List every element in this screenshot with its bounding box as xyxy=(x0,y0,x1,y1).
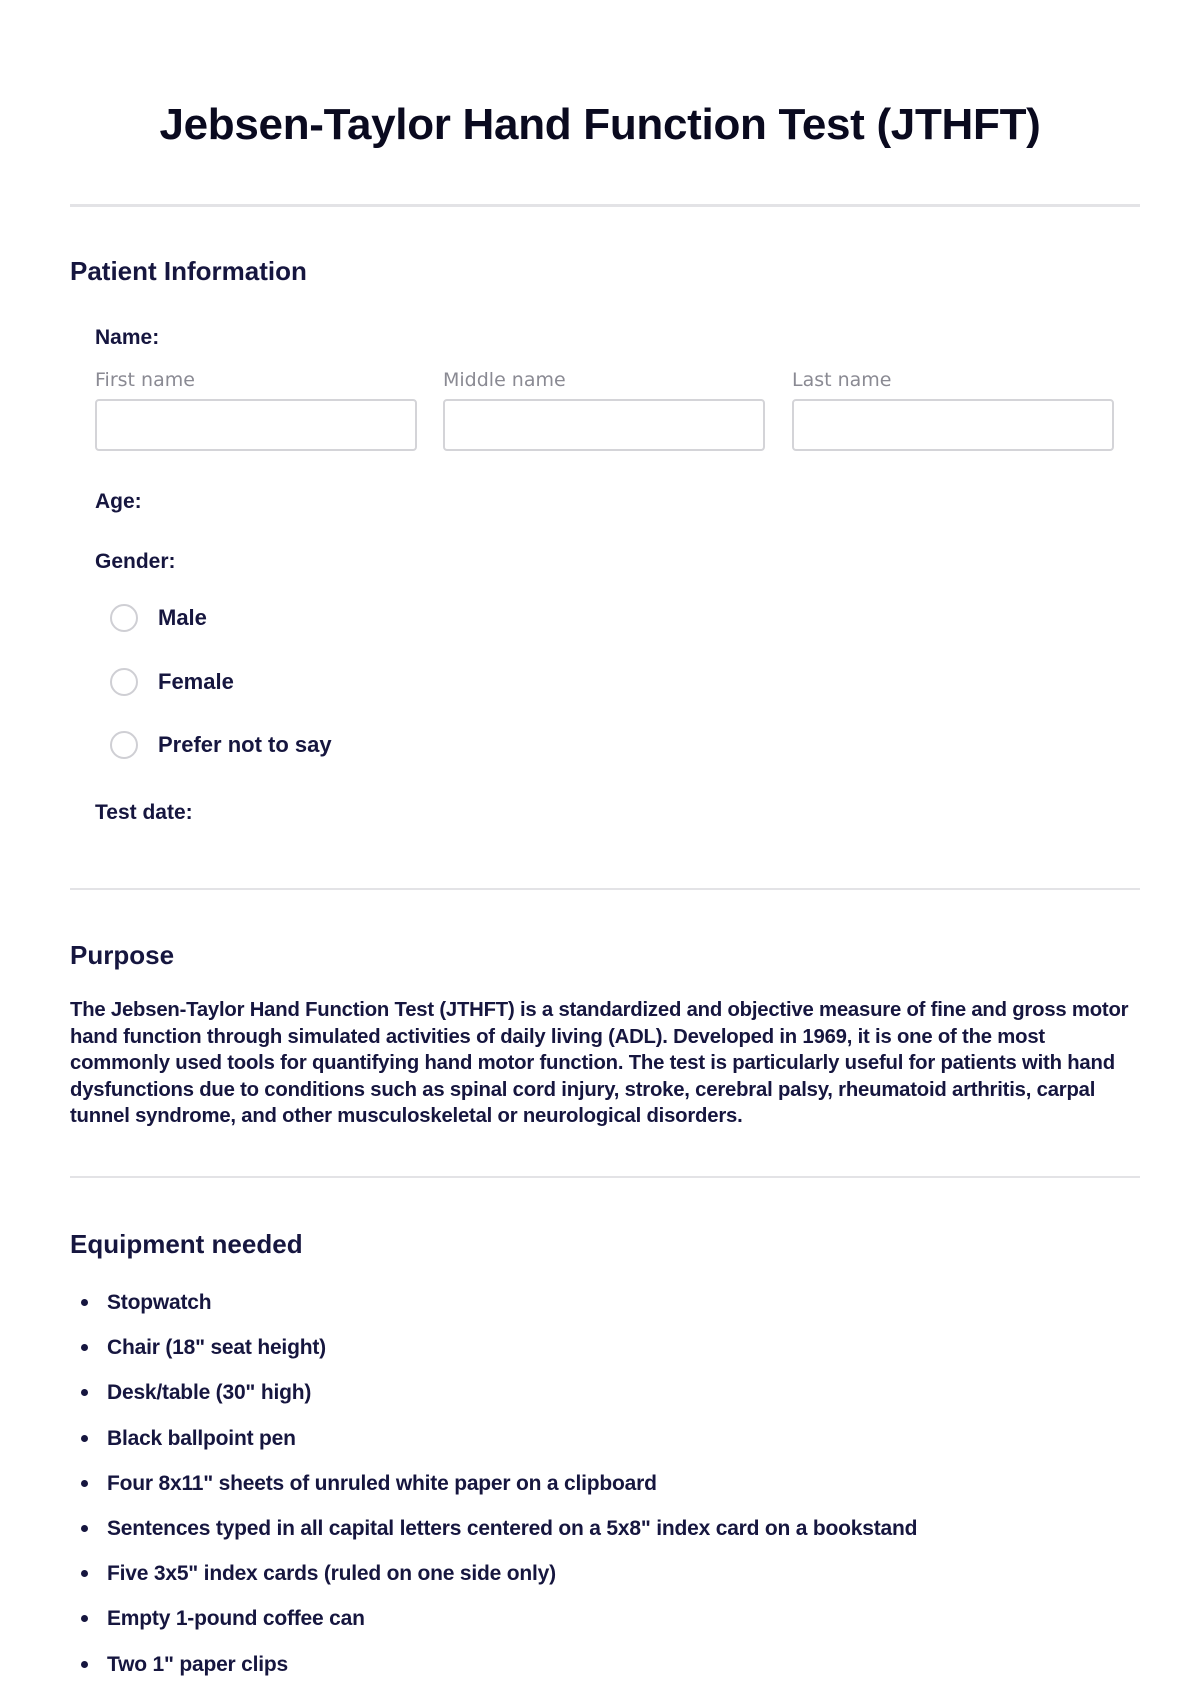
list-item: Four 8x11" sheets of unruled white paper on a clipboard xyxy=(70,1461,917,1506)
patient-information-heading: Patient Information xyxy=(70,256,307,286)
age-label: Age: xyxy=(95,490,142,513)
radio-circle-icon[interactable] xyxy=(110,668,138,696)
equipment-list xyxy=(70,1280,917,1687)
gender-option-male[interactable] xyxy=(110,602,207,634)
list-item: Two 1" paper clips xyxy=(70,1642,917,1687)
page-title: Jebsen-Taylor Hand Function Test (JTHFT) xyxy=(159,100,1041,149)
purpose-heading: Purpose xyxy=(70,940,175,970)
test-date-label: Test date: xyxy=(95,801,193,824)
last-name-label: Last name xyxy=(792,369,892,391)
bullet-icon xyxy=(81,1480,88,1487)
gender-option-label: Male xyxy=(158,605,207,630)
radio-circle-icon[interactable] xyxy=(110,731,138,759)
list-item: Desk/table (30" high) xyxy=(70,1370,917,1415)
divider xyxy=(70,888,1140,890)
bullet-icon xyxy=(81,1435,88,1442)
middle-name-input[interactable] xyxy=(443,399,765,451)
bullet-icon xyxy=(81,1299,88,1306)
bullet-icon xyxy=(81,1389,88,1396)
radio-circle-icon[interactable] xyxy=(110,604,138,632)
list-item: Stopwatch xyxy=(70,1280,917,1325)
divider xyxy=(70,204,1140,207)
first-name-label: First name xyxy=(95,369,195,391)
middle-name-label: Middle name xyxy=(443,369,566,391)
bullet-icon xyxy=(81,1661,88,1668)
list-item: Five 3x5" index cards (ruled on one side only) xyxy=(70,1551,917,1596)
bullet-icon xyxy=(81,1570,88,1577)
list-item: Empty 1-pound coffee can xyxy=(70,1596,917,1641)
bullet-icon xyxy=(81,1615,88,1622)
gender-label: Gender: xyxy=(95,550,176,573)
gender-option-prefer-not-to-say[interactable] xyxy=(110,729,332,761)
purpose-text: The Jebsen-Taylor Hand Function Test (JTHFT) is a standardized and objective measure of fine and gross motor hand function through simulated activities of daily living (ADL). Developed in 1969, it is one of the most commonly used tools for quantifying hand motor function. The test is particularly useful for patients with hand dysfunctions due to conditions such as spinal cord injury, stroke, cerebral palsy, rheumatoid arthritis, carpal tunnel syndrome, and other musculoskeletal or neurological disorders. xyxy=(70,999,1129,1127)
list-item: Black ballpoint pen xyxy=(70,1416,917,1461)
bullet-icon xyxy=(81,1525,88,1532)
gender-option-label: Female xyxy=(158,669,234,694)
divider xyxy=(70,1176,1140,1178)
name-label: Name: xyxy=(95,326,160,349)
list-item: Chair (18" seat height) xyxy=(70,1325,917,1370)
gender-option-label: Prefer not to say xyxy=(158,732,332,757)
equipment-heading: Equipment needed xyxy=(70,1229,303,1259)
last-name-input[interactable] xyxy=(792,399,1114,451)
gender-option-female[interactable] xyxy=(110,666,234,698)
bullet-icon xyxy=(81,1344,88,1351)
list-item: Sentences typed in all capital letters centered on a 5x8" index card on a bookstand xyxy=(70,1506,917,1551)
first-name-input[interactable] xyxy=(95,399,417,451)
